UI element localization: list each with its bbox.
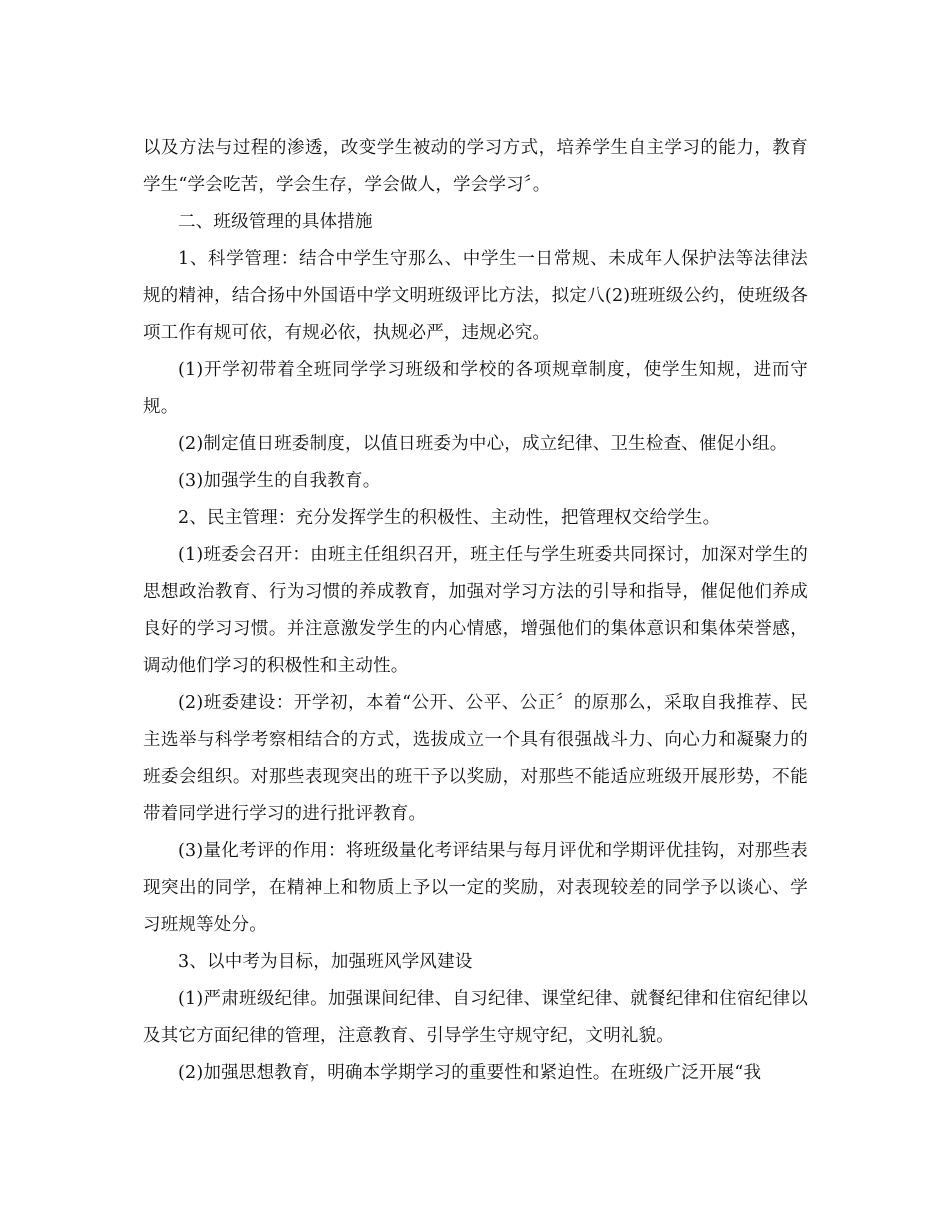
paragraph-continuation: 以及方法与过程的渗透，改变学生被动的学习方式，培养学生自主学习的能力，教育学生“学会吃苦，学会生存，学会做人，学会学习〞。 (143, 138, 808, 195)
paragraph-exam-goal: 3、以中考为目标，加强班风学风建设 (178, 952, 473, 972)
paragraph-item-3-quantitative-evaluation: (3)量化考评的作用：将班级量化考评结果与每月评优和学期评优挂钩，对那些表现突出的同学，在精神上和物质上予以一定的奖励，对表现较差的同学予以谈心、学习班规等处分。 (143, 841, 808, 935)
paragraph-item-1-committee-meeting: (1)班委会召开：由班主任组织召开，班主任与学生班委共同探讨，加深对学生的思想政治教育、行为习惯的养成教育，加强对学习方法的引导和指导，催促他们养成良好的学习习惯。并注意激发学生的内心情感，增强他们的集体意识和集体荣誉感，调动他们学习的积极性和主动性。 (143, 545, 808, 676)
paragraph-scientific-management: 1、科学管理：结合中学生守那么、中学生一日常规、未成年人保护法等法律法规的精神，结合扬中外国语中学文明班级评比方法，拟定八(2)班班级公约，使班级各项工作有规可依，有规必依，执规必严，违规必究。 (143, 249, 808, 343)
section-heading-class-management: 二、班级管理的具体措施 (178, 212, 373, 232)
document-body (143, 130, 808, 1092)
paragraph-item-1-discipline: (1)严肃班级纪律。加强课间纪律、自习纪律、课堂纪律、就餐纪律和住宿纪律以及其它方面纪律的管理，注意教育、引导学生守规守纪，文明礼貌。 (143, 989, 808, 1046)
paragraph-item-2-duty-committee: (2)制定值日班委制度，以值日班委为中心，成立纪律、卫生检查、催促小组。 (178, 434, 788, 454)
paragraph-item-2-committee-building: (2)班委建设：开学初，本着“公开、公平、公正〞的原那么，采取自我推荐、民主选举与科学考察相结合的方式，选拔成立一个具有很强战斗力、向心力和凝聚力的班委会组织。对那些表现突出的班干予以奖励，对那些不能适应班级开展形势，不能带着同学进行学习的进行批评教育。 (143, 693, 808, 824)
paragraph-item-1-rules: (1)开学初带着全班同学学习班级和学校的各项规章制度，使学生知规，进而守规。 (143, 360, 808, 417)
paragraph-democratic-management: 2、民主管理：充分发挥学生的积极性、主动性，把管理权交给学生。 (178, 508, 721, 528)
paragraph-item-2-ideological-education: (2)加强思想教育，明确本学期学习的重要性和紧迫性。在班级广泛开展“我 (178, 1063, 762, 1083)
paragraph-item-3-self-education: (3)加强学生的自我教育。 (178, 471, 381, 491)
